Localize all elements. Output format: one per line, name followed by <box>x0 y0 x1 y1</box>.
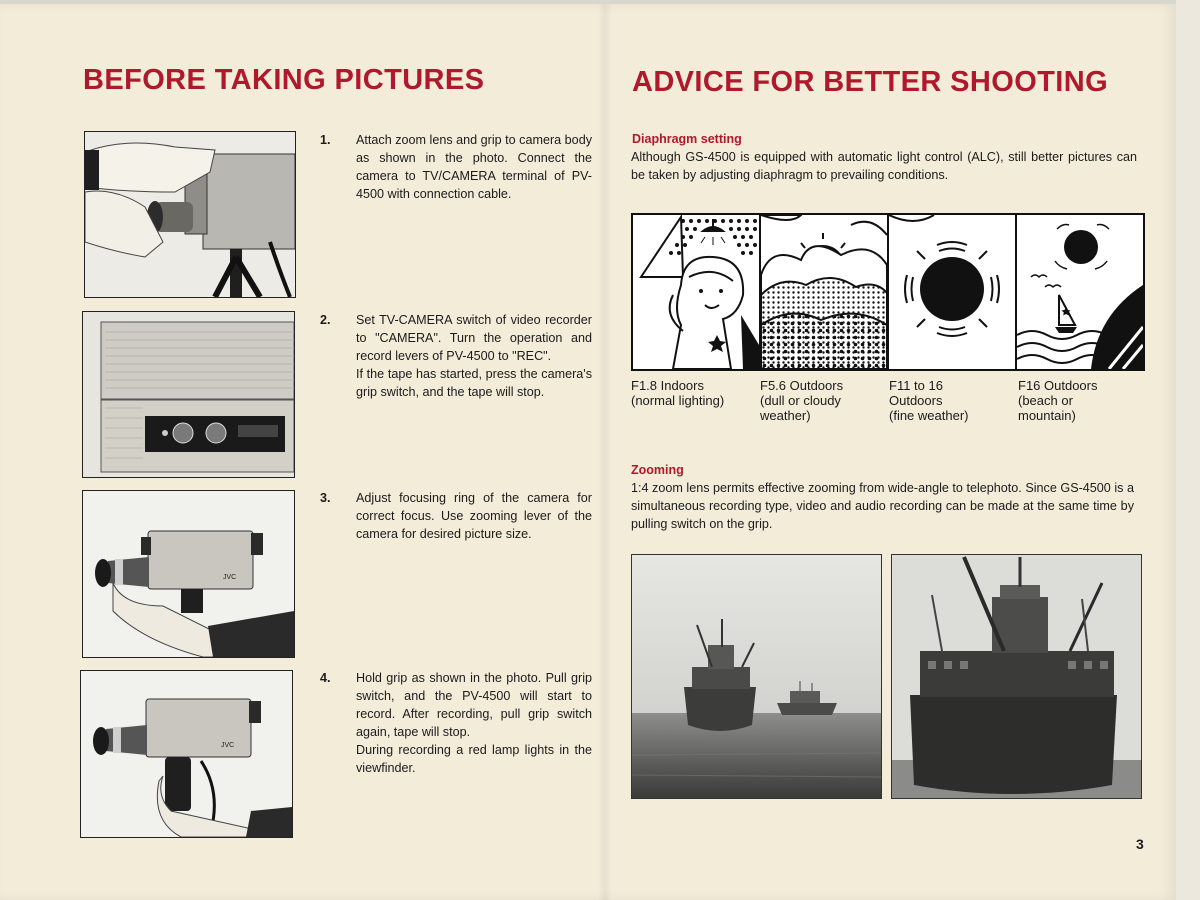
step-text: If the tape has started, press the camera's grip switch, and the tape will stop. <box>356 367 592 399</box>
camera-brand-label: JVC <box>223 574 237 581</box>
caption-line: (fine weather) <box>889 408 969 423</box>
caption-line: Outdoors <box>889 393 943 408</box>
caption-line: (dull or cloudy <box>760 393 841 408</box>
camera-brand-label: JVC <box>221 742 235 749</box>
step-number: 1. <box>320 133 331 147</box>
photo-attach-grip <box>84 131 296 298</box>
caption-cloudy <box>760 378 889 423</box>
photo-ship-telephoto <box>891 554 1142 799</box>
heading-before-taking-pictures: BEFORE TAKING PICTURES <box>83 64 485 96</box>
diaphragm-setting-title: Diaphragm setting <box>632 132 742 146</box>
step-1 <box>320 131 592 203</box>
caption-beach-mountain <box>1018 378 1147 423</box>
caption-line: F11 to 16 <box>889 378 943 393</box>
step-text: Set TV-CAMERA switch of video recorder to "CAMERA". Turn the operation and record levers of PV-4500 to "REC". <box>356 313 592 363</box>
caption-line: (beach or <box>1018 393 1073 408</box>
caption-line: weather) <box>760 408 811 423</box>
step-2 <box>320 311 592 401</box>
panel-beach <box>1017 215 1143 369</box>
caption-line: F16 Outdoors <box>1018 378 1098 393</box>
caption-fine-weather <box>889 378 1018 423</box>
caption-line: (normal lighting) <box>631 393 725 408</box>
step-text: Adjust focusing ring of the camera for correct focus. Use zooming lever of the camera for desired picture size. <box>356 491 592 541</box>
caption-line: mountain) <box>1018 408 1076 423</box>
diaphragm-setting-text: Although GS-4500 is equipped with automatic light control (ALC), still better pictures can be taken by adjusting diaphragm to prevailing conditions. <box>631 150 1137 182</box>
panel-indoors <box>633 215 761 369</box>
step-number: 3. <box>320 491 331 505</box>
step-text: Hold grip as shown in the photo. Pull grip switch, and the PV-4500 will start to record. After recording, pull grip switch again, tape will stop. <box>356 671 592 739</box>
zooming-text: 1:4 zoom lens permits effective zooming from wide-angle to telephoto. Since GS-4500 is a simultaneous recording type, video and audio recording can be made at the same time by pulling switch on the grip. <box>631 481 1134 531</box>
aperture-captions <box>631 378 1147 423</box>
caption-line: F1.8 Indoors <box>631 378 704 393</box>
step-number: 2. <box>320 313 331 327</box>
photo-focusing <box>82 490 295 658</box>
caption-indoors <box>631 378 760 423</box>
next-page-edge <box>1176 0 1200 900</box>
step-text: Attach zoom lens and grip to camera body as shown in the photo. Connect the camera to TV/CAMERA terminal of PV-4500 with connection cable. <box>356 133 592 201</box>
page-number: 3 <box>1136 836 1144 852</box>
step-number: 4. <box>320 671 331 685</box>
heading-advice-better-shooting: ADVICE FOR BETTER SHOOTING <box>632 66 1109 98</box>
panel-cloudy <box>761 215 889 369</box>
photo-video-recorder <box>82 311 295 478</box>
caption-line: F5.6 Outdoors <box>760 378 844 393</box>
step-3 <box>320 489 592 543</box>
zooming-title: Zooming <box>631 463 684 477</box>
photo-recording <box>80 670 293 838</box>
step-4 <box>320 669 592 777</box>
step-text: During recording a red lamp lights in the viewfinder. <box>356 743 592 775</box>
page-gutter <box>598 4 612 900</box>
photo-ship-wide-angle <box>631 554 882 799</box>
diaphragm-illustrations <box>631 213 1145 371</box>
panel-sunny <box>889 215 1017 369</box>
